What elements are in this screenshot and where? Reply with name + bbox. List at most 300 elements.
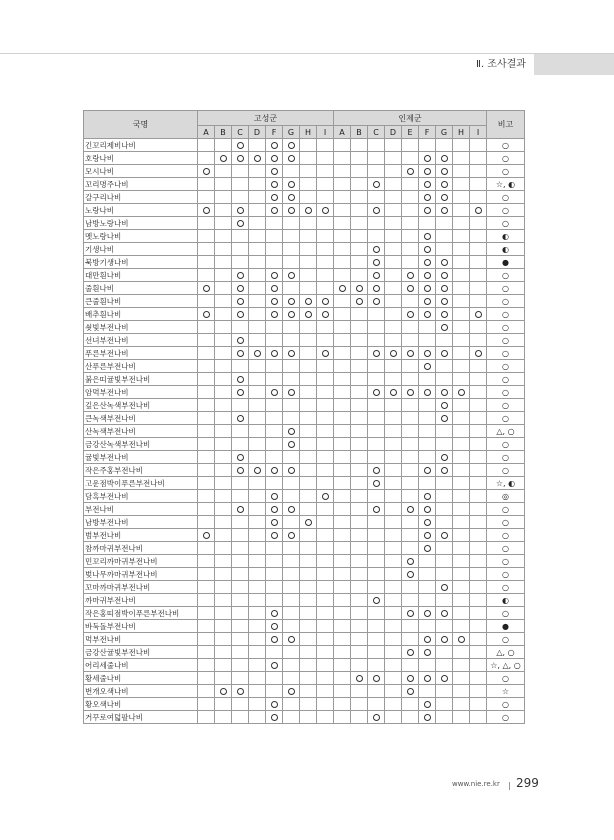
occurrence-cell bbox=[249, 516, 266, 529]
occurrence-cell bbox=[436, 295, 453, 308]
note-cell: ○ bbox=[487, 321, 525, 334]
occurrence-cell bbox=[249, 633, 266, 646]
occurrence-mark-icon bbox=[288, 155, 295, 162]
note-cell: ○ bbox=[487, 607, 525, 620]
occurrence-cell bbox=[266, 568, 283, 581]
occurrence-cell bbox=[300, 347, 317, 360]
occurrence-cell bbox=[232, 282, 249, 295]
table-row bbox=[84, 217, 525, 230]
occurrence-cell bbox=[385, 620, 402, 633]
occurrence-cell bbox=[368, 672, 385, 685]
occurrence-mark-icon bbox=[237, 506, 244, 513]
occurrence-mark-icon bbox=[271, 467, 278, 474]
occurrence-cell bbox=[385, 373, 402, 386]
occurrence-cell bbox=[249, 646, 266, 659]
occurrence-cell bbox=[317, 412, 334, 425]
occurrence-cell bbox=[402, 503, 419, 516]
species-name: 푸른부전나비 bbox=[84, 347, 198, 360]
occurrence-cell bbox=[419, 360, 436, 373]
occurrence-mark-icon bbox=[322, 298, 329, 305]
occurrence-mark-icon bbox=[373, 207, 380, 214]
occurrence-cell bbox=[317, 152, 334, 165]
occurrence-cell bbox=[385, 412, 402, 425]
occurrence-cell bbox=[232, 295, 249, 308]
occurrence-cell bbox=[300, 594, 317, 607]
occurrence-cell bbox=[198, 269, 215, 282]
table-row bbox=[84, 269, 525, 282]
occurrence-cell bbox=[368, 711, 385, 724]
occurrence-cell bbox=[419, 464, 436, 477]
occurrence-cell bbox=[232, 204, 249, 217]
occurrence-cell bbox=[317, 633, 334, 646]
occurrence-cell bbox=[266, 321, 283, 334]
occurrence-cell bbox=[215, 529, 232, 542]
occurrence-cell bbox=[266, 243, 283, 256]
occurrence-cell bbox=[215, 386, 232, 399]
note-cell: ○ bbox=[487, 698, 525, 711]
occurrence-mark-icon bbox=[441, 285, 448, 292]
occurrence-cell bbox=[266, 412, 283, 425]
occurrence-cell bbox=[453, 386, 470, 399]
occurrence-cell bbox=[249, 152, 266, 165]
occurrence-cell bbox=[368, 165, 385, 178]
occurrence-cell bbox=[283, 425, 300, 438]
occurrence-cell bbox=[334, 568, 351, 581]
occurrence-mark-icon bbox=[271, 285, 278, 292]
occurrence-cell bbox=[249, 334, 266, 347]
occurrence-mark-icon bbox=[407, 649, 414, 656]
occurrence-cell bbox=[215, 191, 232, 204]
occurrence-cell bbox=[266, 503, 283, 516]
occurrence-cell bbox=[419, 139, 436, 152]
species-name: 꼬마까마귀부전나비 bbox=[84, 581, 198, 594]
occurrence-mark-icon bbox=[322, 350, 329, 357]
occurrence-cell bbox=[351, 412, 368, 425]
occurrence-cell bbox=[351, 139, 368, 152]
occurrence-mark-icon bbox=[271, 311, 278, 318]
occurrence-cell bbox=[232, 646, 249, 659]
occurrence-cell bbox=[402, 516, 419, 529]
occurrence-cell bbox=[300, 152, 317, 165]
note-cell: ◎ bbox=[487, 490, 525, 503]
occurrence-cell bbox=[283, 490, 300, 503]
occurrence-cell bbox=[283, 516, 300, 529]
occurrence-cell bbox=[283, 334, 300, 347]
table-row bbox=[84, 529, 525, 542]
occurrence-cell bbox=[334, 347, 351, 360]
occurrence-cell bbox=[215, 282, 232, 295]
occurrence-cell bbox=[317, 555, 334, 568]
occurrence-mark-icon bbox=[237, 220, 244, 227]
occurrence-cell bbox=[300, 490, 317, 503]
occurrence-cell bbox=[198, 568, 215, 581]
species-name: 암먹부전나비 bbox=[84, 386, 198, 399]
occurrence-cell bbox=[300, 282, 317, 295]
occurrence-cell bbox=[436, 139, 453, 152]
occurrence-mark-icon bbox=[407, 506, 414, 513]
note-cell: ☆, ◐ bbox=[487, 178, 525, 191]
occurrence-cell bbox=[317, 139, 334, 152]
occurrence-cell bbox=[470, 152, 487, 165]
occurrence-cell bbox=[368, 503, 385, 516]
occurrence-cell bbox=[470, 711, 487, 724]
occurrence-cell bbox=[317, 490, 334, 503]
occurrence-cell bbox=[283, 139, 300, 152]
occurrence-cell bbox=[351, 672, 368, 685]
occurrence-cell bbox=[232, 477, 249, 490]
occurrence-cell bbox=[419, 607, 436, 620]
occurrence-cell bbox=[385, 347, 402, 360]
occurrence-cell bbox=[283, 438, 300, 451]
species-name: 큰줄흰나비 bbox=[84, 295, 198, 308]
occurrence-mark-icon bbox=[237, 688, 244, 695]
occurrence-cell bbox=[317, 516, 334, 529]
occurrence-cell bbox=[402, 360, 419, 373]
occurrence-cell bbox=[317, 204, 334, 217]
occurrence-mark-icon bbox=[373, 285, 380, 292]
table-row bbox=[84, 295, 525, 308]
occurrence-mark-icon bbox=[424, 701, 431, 708]
occurrence-cell bbox=[266, 555, 283, 568]
occurrence-cell bbox=[198, 334, 215, 347]
occurrence-cell bbox=[334, 490, 351, 503]
occurrence-cell bbox=[436, 256, 453, 269]
occurrence-cell bbox=[215, 412, 232, 425]
occurrence-cell bbox=[419, 555, 436, 568]
occurrence-cell bbox=[453, 165, 470, 178]
occurrence-cell bbox=[453, 308, 470, 321]
occurrence-cell bbox=[385, 243, 402, 256]
occurrence-cell bbox=[419, 204, 436, 217]
occurrence-cell bbox=[436, 243, 453, 256]
occurrence-cell bbox=[419, 334, 436, 347]
site-header: B bbox=[351, 126, 368, 139]
occurrence-cell bbox=[232, 243, 249, 256]
occurrence-mark-icon bbox=[373, 506, 380, 513]
occurrence-mark-icon bbox=[441, 636, 448, 643]
occurrence-cell bbox=[334, 308, 351, 321]
note-cell: ○ bbox=[487, 633, 525, 646]
occurrence-cell bbox=[232, 659, 249, 672]
occurrence-cell bbox=[453, 230, 470, 243]
occurrence-mark-icon bbox=[407, 610, 414, 617]
occurrence-cell bbox=[215, 607, 232, 620]
occurrence-cell bbox=[453, 256, 470, 269]
occurrence-cell bbox=[419, 269, 436, 282]
occurrence-cell bbox=[453, 490, 470, 503]
occurrence-cell bbox=[249, 555, 266, 568]
table-row bbox=[84, 438, 525, 451]
occurrence-cell bbox=[232, 347, 249, 360]
occurrence-cell bbox=[402, 425, 419, 438]
page-number: 299 bbox=[516, 776, 539, 790]
table-row bbox=[84, 672, 525, 685]
occurrence-cell bbox=[419, 659, 436, 672]
occurrence-mark-icon bbox=[441, 402, 448, 409]
occurrence-cell bbox=[470, 139, 487, 152]
occurrence-mark-icon bbox=[237, 285, 244, 292]
occurrence-cell bbox=[385, 269, 402, 282]
occurrence-cell bbox=[334, 698, 351, 711]
occurrence-mark-icon bbox=[373, 597, 380, 604]
occurrence-cell bbox=[317, 685, 334, 698]
occurrence-cell bbox=[317, 217, 334, 230]
occurrence-mark-icon bbox=[407, 311, 414, 318]
occurrence-cell bbox=[419, 308, 436, 321]
occurrence-cell bbox=[283, 256, 300, 269]
occurrence-cell bbox=[436, 555, 453, 568]
occurrence-cell bbox=[249, 451, 266, 464]
occurrence-cell bbox=[436, 191, 453, 204]
occurrence-cell bbox=[453, 282, 470, 295]
note-cell: ☆, ◐ bbox=[487, 477, 525, 490]
occurrence-cell bbox=[249, 399, 266, 412]
occurrence-cell bbox=[402, 490, 419, 503]
occurrence-cell bbox=[249, 659, 266, 672]
species-name: 남방부전나비 bbox=[84, 516, 198, 529]
table-row bbox=[84, 282, 525, 295]
occurrence-cell bbox=[368, 152, 385, 165]
occurrence-cell bbox=[402, 165, 419, 178]
occurrence-cell bbox=[351, 243, 368, 256]
occurrence-mark-icon bbox=[441, 415, 448, 422]
occurrence-cell bbox=[419, 256, 436, 269]
occurrence-mark-icon bbox=[322, 311, 329, 318]
occurrence-cell bbox=[453, 425, 470, 438]
table-row bbox=[84, 334, 525, 347]
occurrence-cell bbox=[385, 204, 402, 217]
species-name: 멧노랑나비 bbox=[84, 230, 198, 243]
note-cell: ○ bbox=[487, 542, 525, 555]
occurrence-mark-icon bbox=[254, 350, 261, 357]
occurrence-cell bbox=[198, 711, 215, 724]
occurrence-mark-icon bbox=[424, 350, 431, 357]
occurrence-mark-icon bbox=[288, 142, 295, 149]
occurrence-cell bbox=[419, 672, 436, 685]
occurrence-cell bbox=[385, 178, 402, 191]
occurrence-cell bbox=[453, 438, 470, 451]
occurrence-cell bbox=[334, 555, 351, 568]
occurrence-cell bbox=[334, 711, 351, 724]
occurrence-cell bbox=[283, 464, 300, 477]
occurrence-cell bbox=[402, 477, 419, 490]
occurrence-cell bbox=[470, 360, 487, 373]
occurrence-cell bbox=[249, 607, 266, 620]
occurrence-cell bbox=[385, 646, 402, 659]
occurrence-mark-icon bbox=[237, 376, 244, 383]
occurrence-cell bbox=[300, 269, 317, 282]
occurrence-cell bbox=[317, 360, 334, 373]
occurrence-cell bbox=[283, 347, 300, 360]
occurrence-cell bbox=[266, 594, 283, 607]
occurrence-cell bbox=[351, 607, 368, 620]
occurrence-cell bbox=[351, 295, 368, 308]
occurrence-cell bbox=[436, 542, 453, 555]
occurrence-cell bbox=[419, 243, 436, 256]
occurrence-cell bbox=[300, 698, 317, 711]
occurrence-cell bbox=[402, 139, 419, 152]
occurrence-cell bbox=[470, 698, 487, 711]
occurrence-mark-icon bbox=[424, 233, 431, 240]
table-row bbox=[84, 256, 525, 269]
occurrence-cell bbox=[385, 542, 402, 555]
note-cell: ○ bbox=[487, 438, 525, 451]
occurrence-cell bbox=[351, 360, 368, 373]
occurrence-cell bbox=[215, 672, 232, 685]
occurrence-cell bbox=[334, 295, 351, 308]
occurrence-cell bbox=[317, 464, 334, 477]
species-name: 깊은산녹색부전나비 bbox=[84, 399, 198, 412]
occurrence-cell bbox=[419, 451, 436, 464]
occurrence-cell bbox=[198, 295, 215, 308]
occurrence-mark-icon bbox=[424, 714, 431, 721]
occurrence-cell bbox=[385, 672, 402, 685]
occurrence-cell bbox=[198, 191, 215, 204]
occurrence-cell bbox=[300, 243, 317, 256]
note-cell: △, ○ bbox=[487, 646, 525, 659]
occurrence-cell bbox=[249, 464, 266, 477]
occurrence-cell bbox=[453, 516, 470, 529]
occurrence-cell bbox=[283, 295, 300, 308]
occurrence-cell bbox=[419, 542, 436, 555]
occurrence-cell bbox=[232, 503, 249, 516]
occurrence-cell bbox=[249, 308, 266, 321]
occurrence-cell bbox=[351, 256, 368, 269]
occurrence-cell bbox=[334, 477, 351, 490]
occurrence-mark-icon bbox=[407, 272, 414, 279]
occurrence-cell bbox=[334, 282, 351, 295]
occurrence-cell bbox=[266, 516, 283, 529]
occurrence-cell bbox=[300, 425, 317, 438]
occurrence-cell bbox=[368, 633, 385, 646]
occurrence-cell bbox=[300, 581, 317, 594]
occurrence-cell bbox=[453, 477, 470, 490]
occurrence-cell bbox=[266, 672, 283, 685]
occurrence-cell bbox=[436, 321, 453, 334]
occurrence-cell bbox=[283, 269, 300, 282]
occurrence-cell bbox=[317, 568, 334, 581]
occurrence-mark-icon bbox=[424, 389, 431, 396]
occurrence-cell bbox=[300, 295, 317, 308]
occurrence-mark-icon bbox=[424, 519, 431, 526]
species-name: 번개오색나비 bbox=[84, 685, 198, 698]
note-cell: ○ bbox=[487, 711, 525, 724]
occurrence-cell bbox=[198, 204, 215, 217]
species-name: 바둑돌부전나비 bbox=[84, 620, 198, 633]
occurrence-cell bbox=[402, 256, 419, 269]
occurrence-cell bbox=[317, 256, 334, 269]
occurrence-cell bbox=[470, 165, 487, 178]
occurrence-cell bbox=[300, 217, 317, 230]
note-cell: ○ bbox=[487, 282, 525, 295]
occurrence-cell bbox=[351, 581, 368, 594]
occurrence-cell bbox=[198, 685, 215, 698]
occurrence-cell bbox=[334, 659, 351, 672]
occurrence-cell bbox=[317, 620, 334, 633]
table-row bbox=[84, 490, 525, 503]
occurrence-cell bbox=[368, 607, 385, 620]
occurrence-cell bbox=[215, 594, 232, 607]
occurrence-cell bbox=[249, 594, 266, 607]
occurrence-cell bbox=[283, 555, 300, 568]
occurrence-mark-icon bbox=[271, 389, 278, 396]
occurrence-cell bbox=[402, 412, 419, 425]
note-cell: ☆ bbox=[487, 685, 525, 698]
occurrence-cell bbox=[419, 698, 436, 711]
occurrence-cell bbox=[470, 269, 487, 282]
occurrence-cell bbox=[266, 425, 283, 438]
occurrence-cell bbox=[317, 386, 334, 399]
occurrence-cell bbox=[470, 295, 487, 308]
table-row bbox=[84, 308, 525, 321]
occurrence-cell bbox=[317, 399, 334, 412]
occurrence-cell bbox=[266, 451, 283, 464]
occurrence-cell bbox=[436, 451, 453, 464]
occurrence-mark-icon bbox=[373, 259, 380, 266]
occurrence-cell bbox=[351, 308, 368, 321]
occurrence-mark-icon bbox=[373, 246, 380, 253]
footer-url: www.nie.re.kr bbox=[452, 780, 500, 788]
species-name: 참까마귀부전나비 bbox=[84, 542, 198, 555]
occurrence-cell bbox=[402, 282, 419, 295]
species-name: 긴꼬리제비나비 bbox=[84, 139, 198, 152]
occurrence-cell bbox=[198, 438, 215, 451]
occurrence-cell bbox=[232, 269, 249, 282]
occurrence-cell bbox=[283, 282, 300, 295]
occurrence-cell bbox=[385, 477, 402, 490]
occurrence-cell bbox=[436, 334, 453, 347]
occurrence-mark-icon bbox=[424, 207, 431, 214]
occurrence-cell bbox=[215, 451, 232, 464]
occurrence-cell bbox=[351, 529, 368, 542]
occurrence-mark-icon bbox=[305, 311, 312, 318]
occurrence-mark-icon bbox=[441, 675, 448, 682]
occurrence-cell bbox=[470, 620, 487, 633]
occurrence-cell bbox=[215, 425, 232, 438]
header-group-goseong: 고성군 bbox=[198, 111, 334, 126]
occurrence-cell bbox=[351, 399, 368, 412]
species-name: 갈구리나비 bbox=[84, 191, 198, 204]
occurrence-cell bbox=[402, 178, 419, 191]
occurrence-cell bbox=[368, 243, 385, 256]
occurrence-cell bbox=[419, 568, 436, 581]
occurrence-cell bbox=[266, 386, 283, 399]
occurrence-cell bbox=[368, 568, 385, 581]
occurrence-cell bbox=[215, 685, 232, 698]
occurrence-cell bbox=[283, 451, 300, 464]
occurrence-cell bbox=[436, 620, 453, 633]
occurrence-cell bbox=[436, 698, 453, 711]
occurrence-cell bbox=[198, 256, 215, 269]
occurrence-cell bbox=[453, 659, 470, 672]
occurrence-cell bbox=[453, 412, 470, 425]
occurrence-cell bbox=[198, 672, 215, 685]
occurrence-cell bbox=[215, 373, 232, 386]
occurrence-cell bbox=[402, 347, 419, 360]
occurrence-cell bbox=[470, 334, 487, 347]
occurrence-cell bbox=[317, 347, 334, 360]
occurrence-cell bbox=[470, 568, 487, 581]
note-cell: ○ bbox=[487, 165, 525, 178]
occurrence-cell bbox=[453, 373, 470, 386]
occurrence-cell bbox=[453, 178, 470, 191]
occurrence-cell bbox=[368, 685, 385, 698]
occurrence-cell bbox=[232, 321, 249, 334]
occurrence-mark-icon bbox=[237, 389, 244, 396]
occurrence-mark-icon bbox=[288, 272, 295, 279]
occurrence-cell bbox=[436, 217, 453, 230]
species-name: 부전나비 bbox=[84, 503, 198, 516]
